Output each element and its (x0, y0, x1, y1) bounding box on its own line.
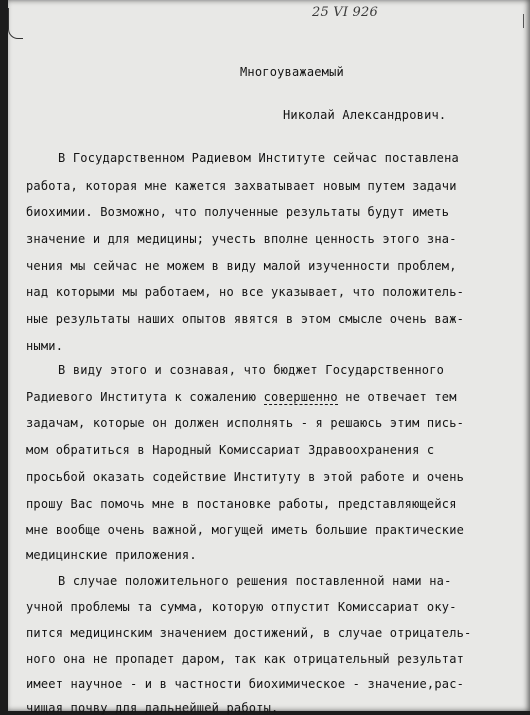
paragraph1-line: чения мы сейчас не можем в виду малой изученности проблем, (26, 259, 457, 273)
document-page (8, 0, 530, 715)
paragraph1-line: биохимии. Возможно, что полученные результаты будут иметь (26, 205, 450, 219)
paragraph3-line: пится медицинским значением достижений, в случае отрицатель- (26, 626, 472, 640)
paragraph3-line: ного она не пропадет даром, так как отрицательный результат (26, 652, 465, 666)
p2-text-before: Радиевого Института к сожалению (26, 390, 264, 404)
paragraph1-line: ные результаты наших опытов явятся в этом смысле очень важ- (26, 312, 465, 326)
paragraph2-line: В виду этого и сознавая, что бюджет Государственного (58, 363, 445, 377)
paragraph1-line: значение и для медицины; учесть вполне ценность этого зна- (26, 232, 457, 246)
letter-body (8, 0, 530, 715)
paragraph2-line: прошу Вас помочь мне в постановке работы, представляющейся (26, 497, 457, 511)
paragraph2-line: мом обратиться в Народный Комиссариат Здравоохранения с (26, 443, 435, 457)
paragraph3-line: учной проблемы та сумма, которую отпустит Комиссариат оку- (26, 600, 457, 614)
underlined-word: совершенно (263, 390, 338, 404)
paragraph1-line: над которыми мы работаем, но все указывает, что положитель- (26, 285, 465, 299)
p2-text-after: не отвечает тем (337, 390, 457, 404)
paragraph2-line: просьбой оказать содействие Институту в этой работе и очень (26, 470, 465, 484)
paragraph1-line: работа, которая мне кажется захватывает новым путем задачи (26, 179, 457, 193)
paragraph2-line: мне вообще очень важной, могущей иметь большие практические (26, 523, 465, 537)
paragraph2-line-underlined (26, 390, 457, 404)
paragraph1-line: В Государственном Радиевом Институте сейчас поставлена (58, 151, 459, 165)
paragraph3-line: В случае положительного решения поставленной нами на- (58, 574, 452, 588)
paragraph2-line: медицинские приложения. (26, 548, 197, 562)
addressee: Николай Александрович. (283, 108, 447, 122)
paragraph3-line: чищая почву для дальнейшей работы. (26, 701, 279, 715)
handwritten-date-note: 25 VI 926 (312, 5, 378, 20)
paragraph3-line: имеет научное - и в частности биохимическое - значение,рас- (26, 677, 465, 691)
paragraph1-line: ными. (26, 339, 64, 353)
salutation: Многоуважаемый (240, 65, 344, 79)
paragraph2-line: задачам, которые он должен исполнять - я решаюсь этим пись- (26, 416, 465, 430)
